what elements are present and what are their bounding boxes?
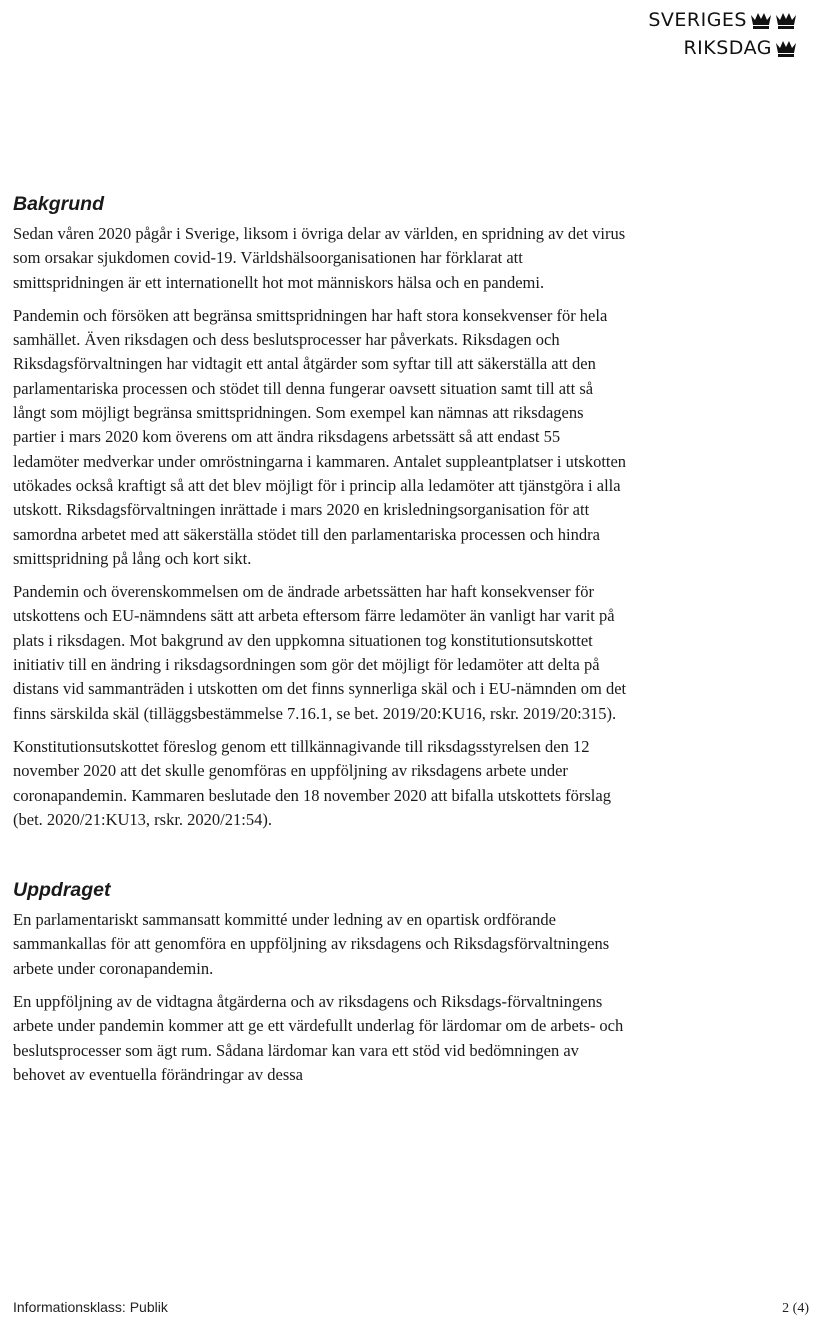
classification-label: Informationsklass: Publik [13,1299,168,1315]
paragraph: En uppföljning av de vidtagna åtgärderna och av riksdagens och Riksdags-förvaltningens arbete under pandemin kommer att ge ett värdefullt underlag för lärdomar om de arbets- och beslutsprocesser som ägt rum. Sådana lärdomar kan vara ett stöd vid bedömningen av behovet av eventuella förändringar av dessa [13,992,624,1084]
logo-text-sveriges: SVERIGES [648,9,747,31]
paragraph: Konstitutionsutskottet föreslog genom ett tillkännagivande till riksdagsstyrelsen den 12 november 2020 att det skulle genomföras en uppföljning av riksdagens arbete under coronapandemin. Kammaren beslutade den 18 november 2020 att bifalla utskottets förslag (bet. 2020/21:KU13, rskr. 2020/21:54). [13,736,611,829]
paragraph: Pandemin och försöken att begränsa smittspridningen har haft stora konsekvenser för hela samhället. Även riksdagen och dess beslutsprocesser har påverkats. Riksdagen och Riksdagsförvaltningen har vidtagit ett antal åtgärder som syftar till att säkerställa att den parlamentariska processen och stödet till denna fungerar oavsett situation samt till att så långt som möjligt begränsa smittspridningen. Som exempel kan nämnas att riksdagens partier i mars 2020 kom överens om att ändra riksdagens arbetssätt så att endast 55 ledamöter medverkar under omröstningarna i kammaren. Antalet suppleantplatser i utskotten utökades också kraftigt så att det blev möjligt för i princip alla ledamöter att tjänstgöra i alla utskott. Riksdagsförvaltningen inrättade i mars 2020 en krisledningsorganisation för att samordna arbetet med att säkerställa stödet till den parlamentariska processen och hindra smittspridning på lång och kort sikt. [13,305,627,568]
paragraph: En parlamentariskt sammansatt kommitté under ledning av en opartisk ordförande sammankallas för att genomföra en uppföljning av riksdagens och Riksdagsförvaltningens arbete under coronapandemin. [13,910,610,978]
document-body [13,190,628,1096]
logo-row-2 [683,34,797,62]
section-heading-bakgrund: Bakgrund [13,193,105,215]
logo-row-1 [648,6,797,34]
paragraph: Sedan våren 2020 pågår i Sverige, liksom i övriga delar av världen, en spridning av det virus som orsakar sjukdomen covid-19. Världshälsoorganisationen har förklarat att smittspridningen är ett internationellt hot mot människors hälsa och en pandemi. [13,224,626,292]
paragraph: Pandemin och överenskommelsen om de ändrade arbetssätten har haft konsekvenser för utskottens och EU-nämndens sätt att arbeta eftersom färre ledamöter än vanligt har varit på plats i riksdagen. Mot bakgrund av den uppkomna situationen tog konstitutionsutskottet initiativ till en ändring i riksdagsordningen som gör det möjligt för ledamöter att delta på distans vid sammanträden i utskotten om det finns synnerliga skäl och i EU-nämnden om det finns särskilda skäl (tilläggsbestämmelse 7.16.1, se bet. 2019/20:KU16, rskr. 2019/20:315). [13,582,627,723]
section-heading-uppdraget: Uppdraget [13,879,111,902]
crown-icon [775,39,797,57]
logo-text-riksdag: RIKSDAG [683,37,772,59]
riksdag-logo [648,6,797,62]
crown-icon [775,11,797,29]
crown-icon [750,11,772,29]
page-number: 2 (4) [782,1301,809,1316]
